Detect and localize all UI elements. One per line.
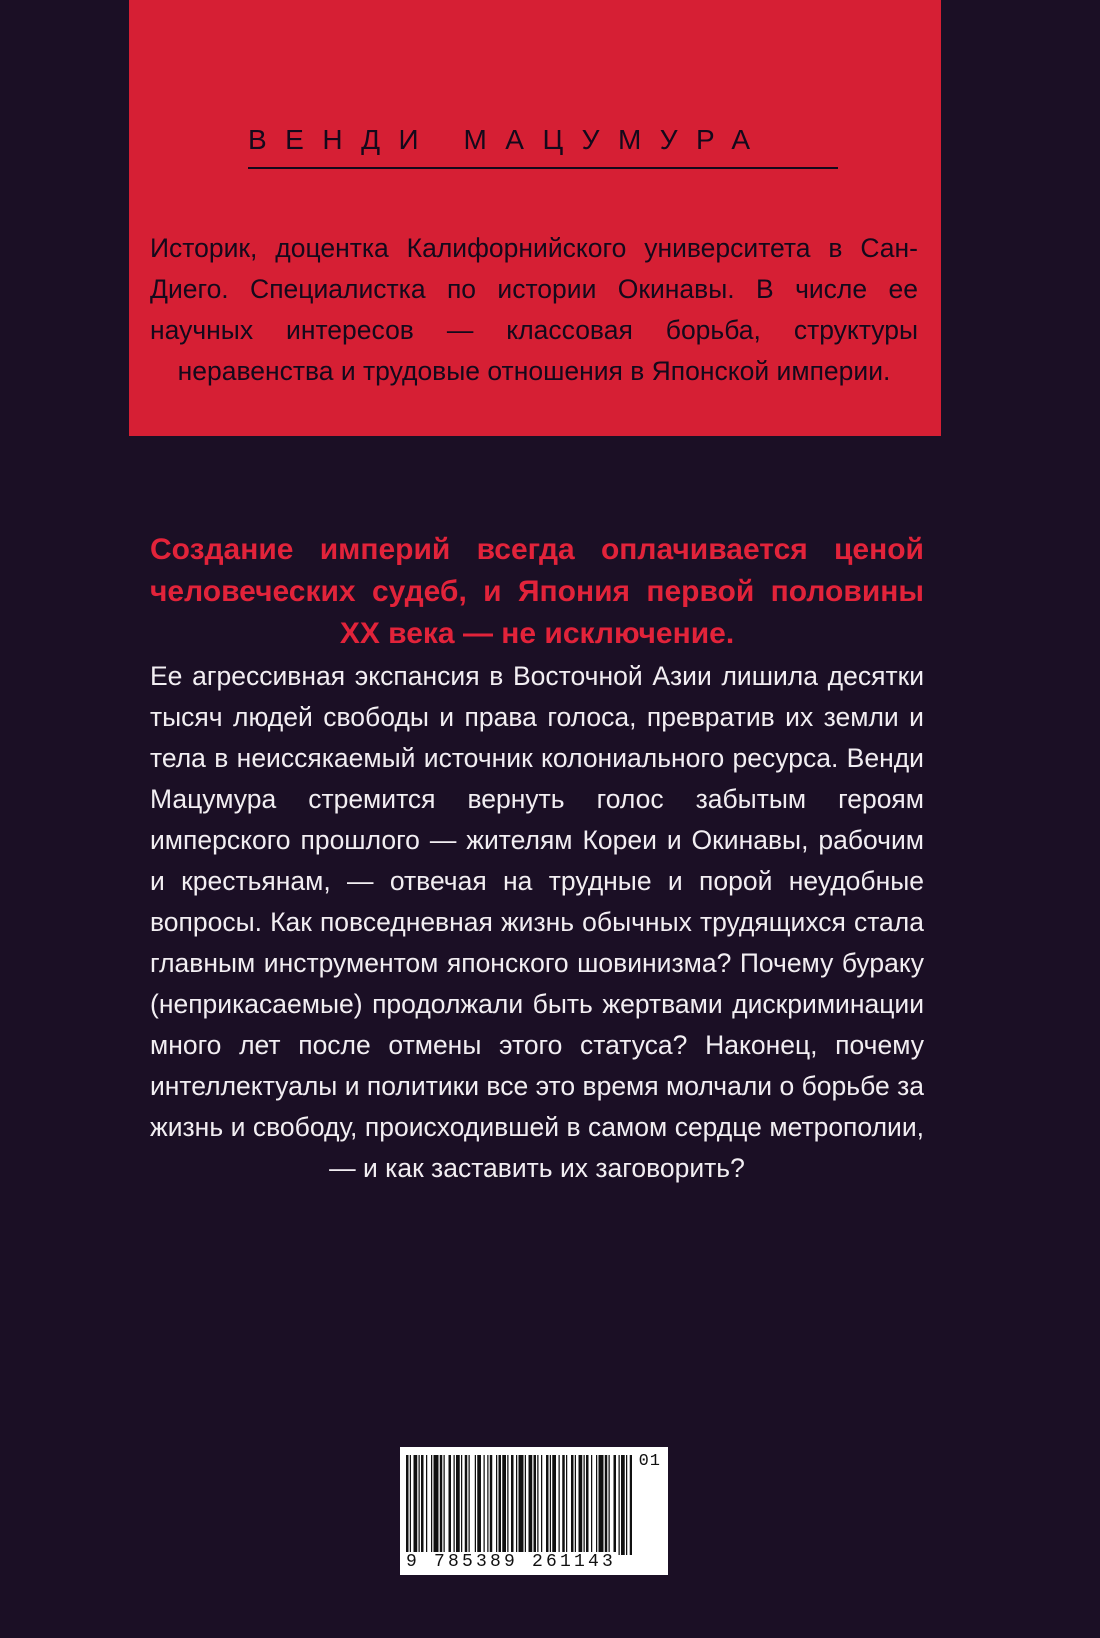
barcode-bar: [469, 1455, 470, 1555]
barcode-bar: [541, 1455, 542, 1555]
blurb-body: Ее агрессивная экспансия в Восточной Азии лишила десятки тысяч людей свободы и права голоса, превратив их земли и тела в неиссякаемый источник колониального ресурса. Венди Мацумура стремится вернуть голос забытым героям имперского прошлого — жителям Кореи и Окинавы, рабочим и крестьянам, — отвечая на трудные и порой неудобные вопросы. Как повседневная жизнь обычных трудящихся стала главным инструментом японского шовинизма? Почему бураку (неприкасаемые) продолжали быть жертвами дискриминации много лет после отмены этого статуса? Наконец, почему интеллектуалы и политики все это время молчали о борьбе за жизнь и свободу, происходившей в самом сердце метрополии, — и как заставить их заговорить?: [150, 661, 924, 1183]
barcode-bar: [414, 1455, 418, 1555]
barcode-bar: [431, 1455, 432, 1555]
barcode-bar: [619, 1455, 620, 1555]
barcode-bar: [546, 1455, 549, 1555]
barcode-bar: [519, 1455, 524, 1555]
barcode-digits: 9 785389 261143: [406, 1552, 617, 1572]
barcode-bar: [449, 1455, 452, 1555]
barcode-bar: [537, 1455, 538, 1555]
barcode-bar: [426, 1455, 427, 1555]
barcode-bar: [529, 1455, 533, 1555]
barcode-bar: [559, 1455, 560, 1555]
barcode-bar: [484, 1455, 485, 1555]
barcode-bar: [579, 1455, 583, 1555]
barcode-bar: [599, 1455, 604, 1555]
barcode-bar: [507, 1455, 508, 1555]
barcode-bar: [575, 1455, 576, 1555]
barcode-bar: [571, 1455, 574, 1555]
barcode-bar: [621, 1455, 625, 1555]
author-divider: [248, 167, 838, 169]
barcode-bar: [440, 1455, 443, 1555]
barcode-bar: [496, 1455, 497, 1555]
barcode-bar: [525, 1455, 526, 1555]
barcode-bar: [605, 1455, 608, 1555]
barcode-bar: [630, 1455, 632, 1555]
barcode-bar: [502, 1455, 506, 1555]
barcode-bar: [421, 1455, 424, 1555]
author-bio: Историк, доцентка Калифорнийского университета в Сан-Диего. Специалистка по истории Окинавы. В числе ее научных интересов — классовая борьба, структуры неравенства и трудовые отношения в Японской империи.: [150, 233, 918, 386]
barcode-bar: [516, 1455, 517, 1555]
barcode-bar: [534, 1455, 537, 1555]
author-name: ВЕНДИ МАЦУМУРА: [248, 124, 769, 155]
barcode-bars: [404, 1455, 632, 1555]
barcode-bar: [419, 1455, 420, 1555]
barcode-bar: [584, 1455, 585, 1555]
barcode-bar: [586, 1455, 589, 1555]
barcode-bar: [434, 1455, 439, 1555]
barcode-bar: [454, 1455, 455, 1555]
barcode-bar: [562, 1455, 565, 1555]
isbn-barcode: [400, 1447, 668, 1575]
barcode-addon-digits: 01: [638, 1452, 661, 1471]
barcode-bar: [566, 1455, 567, 1555]
barcode-bar: [591, 1455, 592, 1555]
barcode-bar: [487, 1455, 488, 1555]
barcode-bar: [511, 1455, 514, 1555]
barcode-bar: [596, 1455, 597, 1555]
barcode-bar: [475, 1455, 476, 1555]
barcode-bar: [461, 1455, 462, 1555]
barcode-bar: [406, 1455, 409, 1555]
barcode-bar: [490, 1455, 493, 1555]
blurb-headline: Создание империй всегда оплачивается ценой человеческих судеб, и Япония первой половины XX века — не исключение.: [150, 533, 924, 650]
barcode-bar: [477, 1455, 481, 1555]
barcode-bar: [614, 1455, 617, 1555]
barcode-bar: [609, 1455, 610, 1555]
barcode-bar: [410, 1455, 411, 1555]
barcode-bar: [552, 1455, 556, 1555]
barcode-bar: [499, 1455, 502, 1555]
barcode-bar: [456, 1455, 460, 1555]
barcode-bar: [465, 1455, 468, 1555]
barcode-bar: [626, 1455, 627, 1555]
barcode-bar: [550, 1455, 551, 1555]
barcode-bar: [444, 1455, 445, 1555]
